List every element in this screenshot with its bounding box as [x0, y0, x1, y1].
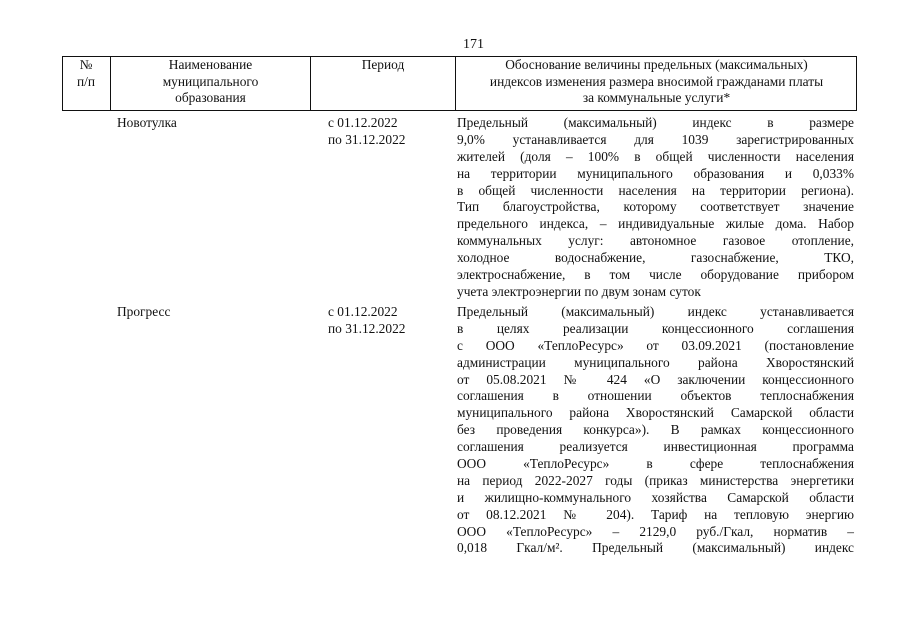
header-reason-column: Обоснование величины предельных (максимальных) индексов изменения размера вносимой гражданами платы за коммунальные услуги* — [489, 57, 824, 105]
row-1-name: Новотулка — [117, 115, 177, 130]
row-1-reason: Предельный (максимальный) индекс в размере 9,0% устанавливается для 1039 зарегистрированных жителей (доля – 100% в общей численности населения на территории муниципального образования и 0,033% в общей численности населения на территории региона). Тип благоустройства, которому соответствует значение предельного индекса, – индивидуальные жилые дома. Набор коммунальных услуг: автономное газовое отопление, холодное водоснабжение, газоснабжение, ТКО, электроснабжение, в том числе оборудование прибором учета электроэнергии по двум зонам суток — [457, 115, 854, 299]
row-1-period: с 01.12.2022 по 31.12.2022 — [328, 115, 406, 147]
row-2-name: Прогресс — [117, 304, 171, 319]
row-2-period: с 01.12.2022 по 31.12.2022 — [328, 304, 406, 336]
header-number-column: № п/п — [76, 57, 96, 89]
page-number: 171 — [463, 37, 484, 52]
header-period-column: Период — [361, 57, 405, 72]
row-2-reason: Предельный (максимальный) индекс устанавливается в целях реализации концессионного соглашения с ООО «ТеплоРесурс» от 03.09.2021 (постановление администрации муниципального района Хворостянский от 05.08.2021 № 424 «О заключении концессионного соглашения в отношении объектов теплоснабжения муниципального района Хворостянский Самарской области без проведения конкурса»). В рамках концессионного соглашения реализуется инвестиционная программа ООО «ТеплоРесурс» в сфере теплоснабжения на период 2022-2027 годы (приказ министерства энергетики и жилищно-коммунального хозяйства Самарской области от 08.12.2021 № 204). Тариф на тепловую энергию ООО «ТеплоРесурс» – 2129,0 руб./Гкал, норматив – 0,018 Гкал/м². Предельный (максимальный) индекс — [457, 304, 854, 556]
header-name-column: Наименование муниципального образования — [162, 57, 259, 105]
